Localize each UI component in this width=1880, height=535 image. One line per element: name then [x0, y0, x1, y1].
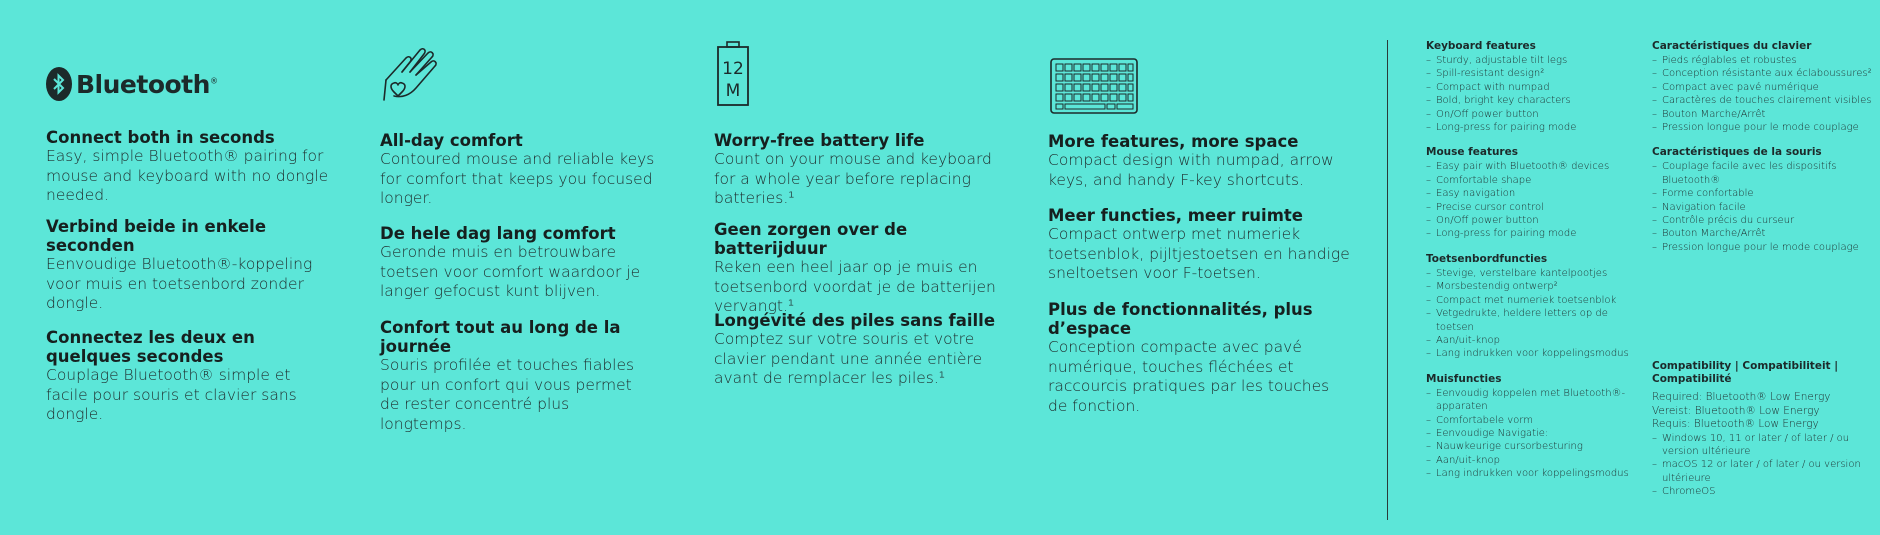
- list-item: – Compact avec pavé numérique: [1652, 81, 1872, 94]
- list-item: – Conception résistante aux éclaboussures²: [1652, 67, 1872, 80]
- list-item: – Compact with numpad: [1426, 81, 1646, 94]
- list-item: – Pieds réglables et robustes: [1652, 54, 1872, 67]
- list-item: – macOS 12 or later / of later / ou version ultérieure: [1652, 458, 1872, 485]
- list-item: – Eenvoudig koppelen met Bluetooth®-apparaten: [1426, 387, 1646, 414]
- list-item: – Pression longue pour le mode couplage: [1652, 121, 1872, 134]
- compatibility-title: Compatibility | Compatibiliteit | Compatibilité: [1652, 360, 1839, 385]
- feature-body: Geronde muis en betrouwbare toetsen voor comfort waardoor je langer gefocust kunt blijven.: [380, 243, 641, 301]
- feature-block: [380, 131, 660, 218]
- list-item: – Compact met numeriek toetsenblok: [1426, 294, 1646, 307]
- hand-heart-icon: [380, 40, 442, 112]
- list-item: – Bold, bright key characters: [1426, 94, 1646, 107]
- list-item: – Stevige, verstelbare kantelpootjes: [1426, 267, 1646, 280]
- battery-months-number: 12: [722, 59, 744, 79]
- list-item: – Comfortabele vorm: [1426, 414, 1646, 427]
- registered-mark: ®: [209, 76, 218, 86]
- feature-title: Connect both in seconds: [46, 128, 275, 147]
- feature-block: [380, 224, 660, 311]
- spec-list-french: [1652, 40, 1872, 266]
- feature-body: Compact ontwerp met numeriek toetsenblok, pijltjestoetsen en handige sneltoetsen voor F-toetsen.: [1048, 225, 1350, 283]
- list-item: – Comfortable shape: [1426, 174, 1646, 187]
- spec-section-title: Caractéristiques du clavier: [1652, 40, 1812, 52]
- keyboard-icon: [1050, 58, 1138, 114]
- feature-block: [714, 220, 1014, 326]
- feature-title: Longévité des piles sans faille: [714, 311, 996, 330]
- list-item: – Easy navigation: [1426, 187, 1646, 200]
- list-item: – Contrôle précis du curseur: [1652, 214, 1872, 227]
- list-item: – Lang indrukken voor koppelingsmodus: [1426, 347, 1646, 360]
- battery-icon: [716, 41, 750, 107]
- list-item: – Morsbestendig ontwerp²: [1426, 280, 1646, 293]
- feature-title: Connectez les deux en quelques secondes: [46, 328, 255, 366]
- battery-months-unit: M: [725, 81, 741, 101]
- feature-block: [380, 318, 650, 443]
- feature-body: Easy, simple Bluetooth® pairing for mouse and keyboard with no dongle needed.: [46, 147, 329, 205]
- feature-title: De hele dag lang comfort: [380, 224, 616, 243]
- bluetooth-icon: [46, 67, 72, 101]
- column-divider: [1387, 40, 1388, 520]
- spec-section-title: Toetsenbordfuncties: [1426, 252, 1548, 265]
- spec-section-title: Caractéristiques de la souris: [1652, 146, 1822, 159]
- list-item: – Nauwkeurige cursorbesturing: [1426, 440, 1646, 453]
- list-item: – Navigation facile: [1652, 201, 1872, 214]
- list-item: – Easy pair with Bluetooth® devices: [1426, 160, 1646, 173]
- compatibility-line: Requis: Bluetooth® Low Energy: [1652, 418, 1819, 430]
- feature-body: Count on your mouse and keyboard for a whole year before replacing batteries.¹: [714, 150, 992, 208]
- feature-title: More features, more space: [1048, 132, 1299, 151]
- list-item: – Pression longue pour le mode couplage: [1652, 241, 1872, 254]
- feature-body: Souris profilée et touches fiables pour un confort qui vous permet de rester concentré plus longtemps.: [380, 356, 635, 433]
- feature-body: Eenvoudige Bluetooth®-koppeling voor muis en toetsenbord zonder dongle.: [46, 255, 313, 313]
- list-item: – Spill-resistant design²: [1426, 67, 1646, 80]
- feature-block: [714, 311, 1014, 398]
- feature-block: [46, 328, 326, 434]
- bluetooth-wordmark: Bluetooth: [76, 69, 210, 99]
- spec-section-title: Mouse features: [1426, 146, 1518, 159]
- compatibility-line: Vereist: Bluetooth® Low Energy: [1652, 404, 1820, 417]
- feature-title: Worry-free battery life: [714, 131, 925, 150]
- list-item: – Bouton Marche/Arrêt: [1652, 227, 1872, 240]
- list-item: – Long-press for pairing mode: [1426, 227, 1646, 240]
- spec-list: [1426, 267, 1646, 361]
- list-item: – Vetgedrukte, heldere letters op de toetsen: [1426, 307, 1646, 334]
- feature-block: [46, 128, 346, 215]
- feature-block: [1048, 300, 1348, 425]
- feature-title: Meer functies, meer ruimte: [1048, 206, 1303, 225]
- feature-block: [46, 217, 326, 323]
- feature-body: Contoured mouse and reliable keys for comfort that keeps you focused longer.: [380, 150, 655, 208]
- feature-title: Verbind beide in enkele seconden: [46, 217, 267, 255]
- list-item: – Windows 10, 11 or later / of later / ou version ultérieure: [1652, 432, 1872, 459]
- list-item: – Forme confortable: [1652, 187, 1872, 200]
- feature-body: Compact design with numpad, arrow keys, and handy F-key shortcuts.: [1048, 151, 1334, 189]
- list-item: – On/Off power button: [1426, 214, 1646, 227]
- spec-list: [1426, 54, 1646, 134]
- list-item: – Sturdy, adjustable tilt legs: [1426, 54, 1646, 67]
- list-item: – Couplage facile avec les dispositifs Bluetooth®: [1652, 160, 1872, 187]
- feature-title: Plus de fonctionnalités, plus d’espace: [1048, 300, 1313, 338]
- list-item: – Precise cursor control: [1426, 201, 1646, 214]
- list-item: – Aan/uit-knop: [1426, 454, 1646, 467]
- list-item: – Bouton Marche/Arrêt: [1652, 108, 1872, 121]
- compatibility-line: Required: Bluetooth® Low Energy: [1652, 391, 1831, 403]
- spec-section-title: Muisfuncties: [1426, 372, 1502, 385]
- spec-list: [1426, 160, 1646, 240]
- feature-body: Reken een heel jaar op je muis en toetsenbord voordat je de batterijen vervangt.¹: [714, 258, 996, 316]
- feature-block: [1048, 206, 1358, 293]
- feature-title: Geen zorgen over de batterijduur: [714, 220, 908, 258]
- compatibility-list: [1652, 432, 1872, 499]
- feature-block: [714, 131, 1004, 218]
- spec-list: [1652, 160, 1872, 254]
- spec-list-keyboard-mouse: [1426, 40, 1646, 493]
- bluetooth-logo: [46, 67, 217, 101]
- spec-list: [1652, 54, 1872, 134]
- feature-body: Couplage Bluetooth® simple et facile pour souris et clavier sans dongle.: [46, 366, 297, 424]
- list-item: – On/Off power button: [1426, 108, 1646, 121]
- compatibility-block: [1652, 360, 1872, 511]
- feature-body: Comptez sur votre souris et votre clavier pendant une année entière avant de remplacer les piles.¹: [714, 330, 983, 388]
- list-item: – Eenvoudige Navigatie:: [1426, 427, 1646, 440]
- feature-body: Conception compacte avec pavé numérique, touches fléchées et raccourcis pratiques par les touches de fonction.: [1048, 338, 1330, 415]
- list-item: – ChromeOS: [1652, 485, 1872, 498]
- spec-section-title: Keyboard features: [1426, 40, 1536, 52]
- list-item: – Caractères de touches clairement visibles: [1652, 94, 1872, 107]
- feature-title: Confort tout au long de la journée: [380, 318, 621, 356]
- feature-title: All-day comfort: [380, 131, 523, 150]
- feature-block: [1048, 132, 1358, 199]
- list-item: – Lang indrukken voor koppelingsmodus: [1426, 467, 1646, 480]
- spec-list: [1426, 387, 1646, 481]
- list-item: – Aan/uit-knop: [1426, 334, 1646, 347]
- list-item: – Long-press for pairing mode: [1426, 121, 1646, 134]
